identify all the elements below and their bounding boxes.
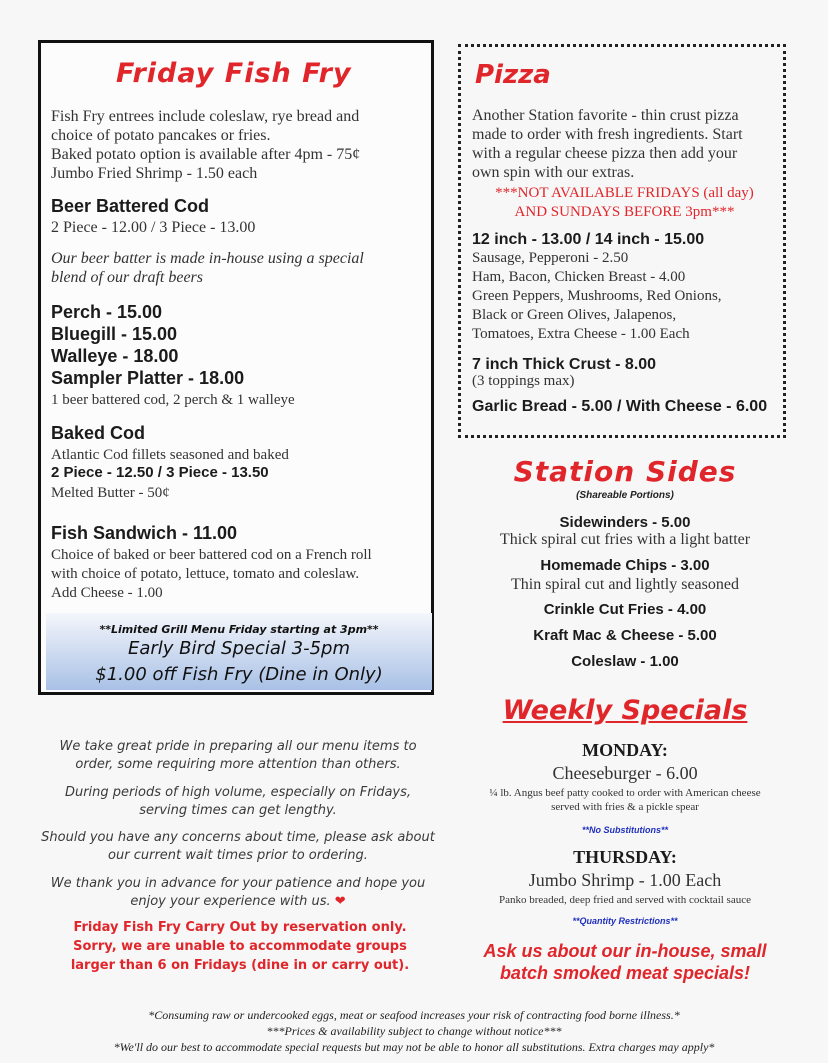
intro-line: Jumbo Fried Shrimp - 1.50 each — [51, 165, 258, 182]
thick-crust-title: 7 inch Thick Crust - 8.00 — [472, 356, 657, 373]
monday-label: MONDAY: — [582, 740, 668, 760]
desc-line: with choice of potato, lettuce, tomato and coleslaw. — [51, 566, 360, 582]
footer-line: ***Prices & availability subject to change without notice*** — [266, 1024, 562, 1038]
topping-line: Green Peppers, Mushrooms, Red Onions, — [472, 288, 722, 304]
fish-fry-title: Friday Fish Fry — [116, 58, 352, 89]
menu-item: Walleye - 18.00 — [51, 346, 179, 366]
note-paragraph — [32, 829, 444, 865]
limited-grill-note: **Limited Grill Menu Friday starting at 3pm** — [99, 623, 379, 636]
warning-line: ***NOT AVAILABLE FRIDAYS (all day) — [495, 185, 754, 201]
fish-sandwich-title: Fish Sandwich - 11.00 — [51, 523, 238, 543]
thursday-label: THURSDAY: — [573, 847, 677, 867]
intro-line: own spin with our extras. — [472, 164, 635, 181]
footer-disclaimer — [0, 1007, 828, 1055]
pizza-sizes: 12 inch - 13.00 / 14 inch - 15.00 — [472, 231, 705, 248]
baked-cod-price: 2 Piece - 12.50 / 3 Piece - 13.50 — [51, 464, 269, 481]
topping-line: Ham, Bacon, Chicken Breast - 4.00 — [472, 269, 686, 285]
pizza-intro — [472, 106, 777, 182]
melted-butter: Melted Butter - 50¢ — [51, 485, 170, 501]
menu-item: Bluegill - 15.00 — [51, 324, 178, 344]
note-line: During periods of high volume, especially on Fridays, — [64, 785, 412, 800]
menu-item: Sampler Platter - 18.00 — [51, 368, 245, 388]
intro-line: made to order with fresh ingredients. Start — [472, 126, 743, 143]
side-item-name: Crinkle Cut Fries - 4.00 — [543, 601, 707, 618]
note-text: enjoy your experience with us. — [130, 894, 331, 909]
cod-note — [51, 249, 421, 287]
note-paragraph — [32, 875, 444, 911]
topping-line: Tomatoes, Extra Cheese - 1.00 Each — [472, 326, 690, 342]
notice-line: larger than 6 on Fridays (dine in or carry out). — [70, 958, 410, 973]
footer-line: *We'll do our best to accommodate special requests but may not be able to honor all substitutions. Extra charges may apply* — [113, 1040, 715, 1054]
monday-desc — [460, 786, 790, 814]
note-line: serving times can get lengthy. — [139, 803, 337, 818]
intro-line: Baked potato option is available after 4pm - 75¢ — [51, 146, 361, 163]
topping-line: Black or Green Olives, Jalapenos, — [472, 307, 677, 323]
station-sides-subtitle: (Shareable Portions) — [576, 490, 674, 501]
intro-line: Fish Fry entrees include coleslaw, rye bread and — [51, 108, 360, 125]
note-line: Our beer batter is made in-house using a special — [51, 250, 364, 267]
monday-item: Cheeseburger - 6.00 — [552, 763, 698, 783]
warning-line: AND SUNDAYS BEFORE 3pm*** — [514, 204, 735, 220]
note-paragraph — [32, 738, 444, 774]
baked-cod-title: Baked Cod — [51, 423, 146, 443]
note-line — [32, 893, 444, 911]
thursday-desc: Panko breaded, deep fried and served with cocktail sauce — [499, 894, 751, 906]
heart-icon: ❤ — [334, 894, 346, 909]
intro-line: with a regular cheese pizza then add your — [472, 145, 738, 162]
side-item-name: Coleslaw - 1.00 — [571, 653, 679, 670]
topping-line: Sausage, Pepperoni - 2.50 — [472, 250, 629, 266]
carryout-notice — [60, 918, 420, 975]
footer-line: *Consuming raw or undercooked eggs, meat or seafood increases your risk of contracting food borne illness.* — [148, 1008, 680, 1022]
early-bird-title: Early Bird Special 3-5pm — [127, 638, 350, 659]
notice-line: Friday Fish Fry Carry Out by reservation only. — [73, 920, 407, 935]
promo-line: Ask us about our in-house, small — [483, 941, 767, 961]
note-line: We thank you in advance for your patience and hope you — [50, 876, 426, 891]
baked-cod-desc: Atlantic Cod fillets seasoned and baked — [51, 447, 289, 463]
thick-crust-note: (3 toppings max) — [472, 373, 575, 389]
side-item-name: Kraft Mac & Cheese - 5.00 — [533, 627, 717, 644]
smoked-meat-promo — [465, 940, 785, 984]
pizza-availability-warning — [472, 184, 777, 222]
thursday-item: Jumbo Shrimp - 1.00 Each — [528, 870, 722, 890]
cod-price: 2 Piece - 12.00 / 3 Piece - 13.00 — [51, 219, 256, 236]
menu-item: Perch - 15.00 — [51, 302, 163, 322]
desc-line: Add Cheese - 1.00 — [51, 585, 163, 601]
pizza-toppings — [472, 249, 777, 344]
side-item-name: Sidewinders - 5.00 — [559, 514, 691, 531]
note-line: We take great pride in preparing all our menu items to — [59, 739, 417, 754]
note-line: Should you have any concerns about time, please ask about — [41, 830, 435, 845]
weekly-specials-title: Weekly Specials — [502, 695, 748, 726]
note-line: blend of our draft beers — [51, 269, 203, 286]
intro-line: Another Station favorite - thin crust pizza — [472, 107, 739, 124]
side-item-desc: Thick spiral cut fries with a light batter — [499, 531, 751, 548]
cod-title: Beer Battered Cod — [51, 196, 210, 216]
pizza-section — [458, 44, 786, 438]
desc-line: served with fries & a pickle spear — [551, 801, 699, 813]
pizza-title: Pizza — [475, 60, 551, 90]
promo-line: batch smoked meat specials! — [499, 963, 751, 983]
station-sides-title: Station Sides — [513, 455, 737, 488]
note-line: our current wait times prior to ordering. — [108, 848, 368, 863]
fish-sandwich-desc — [51, 546, 421, 603]
fish-list — [51, 301, 421, 389]
side-item-name: Homemade Chips - 3.00 — [540, 557, 710, 574]
intro-line: choice of potato pancakes or fries. — [51, 127, 271, 144]
early-bird-banner — [46, 613, 432, 690]
note-line: order, some requiring more attention than others. — [75, 757, 401, 772]
early-bird-discount: $1.00 off Fish Fry (Dine in Only) — [95, 664, 383, 685]
monday-note: **No Substitutions** — [581, 825, 668, 835]
side-item-desc: Thin spiral cut and lightly seasoned — [511, 576, 739, 593]
notice-line: Sorry, we are unable to accommodate groups — [73, 939, 407, 954]
fish-fry-section — [38, 40, 434, 695]
fish-fry-intro — [51, 107, 421, 183]
note-paragraph — [32, 784, 444, 820]
desc-line: ¼ lb. Angus beef patty cooked to order with American cheese — [489, 787, 761, 799]
desc-line: Choice of baked or beer battered cod on a French roll — [51, 547, 372, 563]
sampler-desc: 1 beer battered cod, 2 perch & 1 walleye — [51, 392, 295, 408]
garlic-bread: Garlic Bread - 5.00 / With Cheese - 6.00 — [472, 398, 768, 415]
thursday-note: **Quantity Restrictions** — [572, 916, 678, 926]
